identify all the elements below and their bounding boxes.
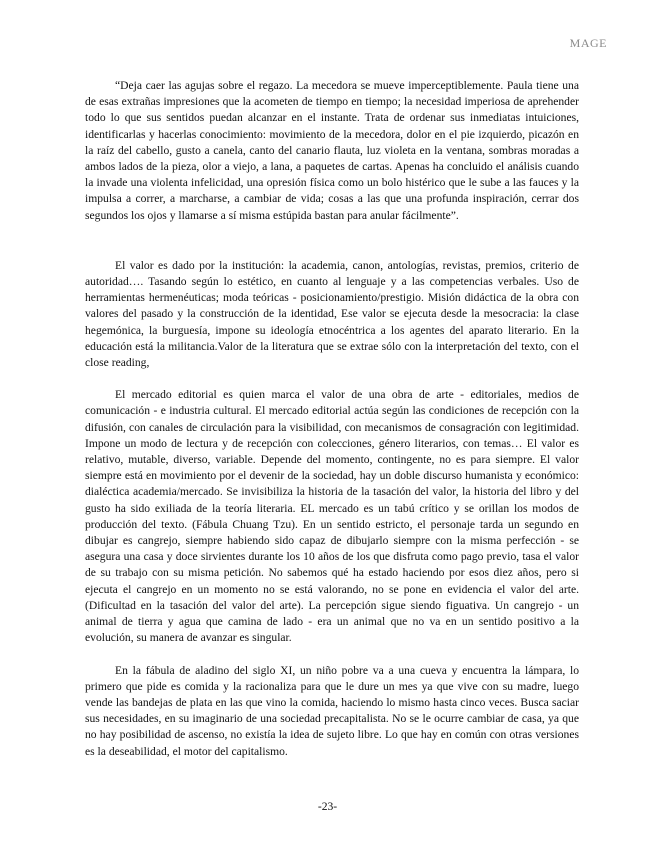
section-spacer — [85, 224, 579, 258]
page-number: -23- — [317, 800, 338, 813]
quote-paragraph: “Deja caer las agujas sobre el regazo. La mecedora se mueve imperceptiblemente. Paula tiene una de esas extrañas impresiones que la acometen de tiempo en tiempo; la necesidad imperiosa de aprehender todo lo que sus sentidos puedan alcanzar en el instante. Trata de ordenar sus inmediatas intuiciones, identificarlas y hacerlas conocimiento: movimiento de la mecedora, dolor en el pie izquierdo, picazón en la raíz del cabello, gusto a canela, canto del canario flauta, luz violeta en la ventana, sombras moradas a ambos lados de la pieza, olor a viejo, a lana, a paquetes de cartas. Apenas ha concluido el análisis cuando la invade una violenta infelicidad, una opresión física como un bolo histérico que le sube a las fauces y la impulsa a correr, a marcharse, a cambiar de vida; cosas a las que una profunda inspiración, cerrar dos segundos los ojos y llamarse a sí misma estúpida bastan para anular fácilmente”. — [85, 79, 579, 222]
paragraph-spacer — [85, 371, 579, 387]
body-paragraph-aladino: En la fábula de aladino del siglo XI, un niño pobre va a una cueva y encuentra la lámpara, lo primero que pide es comida y la racionaliza para que le dure un mes ya que vive con su madre, luego vende las bandejas de plata en las que vino la comida, haciendo lo mismo hasta cinco veces. Busca saciar sus necesidades, en su imaginario de una sociedad precapitalista. No se le ocurre cambiar de casa, ya que no hay posibilidad de ascenso, no existía la idea de sujeto libre. Lo que hay en común con otras versiones es la deseabilidad, el motor del capitalismo. — [85, 663, 579, 758]
page-body — [85, 78, 579, 760]
body-paragraph-mercado: El mercado editorial es quien marca el valor de una obra de arte - editoriales, medios de comunicación - e industria cultural. El mercado editorial actúa según las condiciones de recepción con la difusión, con canales de circulación para la visibilidad, con mecanismos de consagración con legitimidad. Impone un modo de lectura y de recepción con colecciones, género literarios, con temas… El valor es relativo, mutable, diverso, variable. Depende del momento, contingente, no es para siempre. El valor siempre está en movimiento por el devenir de la sociedad, hay un doble discurso humanista y económico: dialéctica academia/mercado. Se invisibiliza la historia de la tasación del valor, la historia del libro y del gusto ha sido exiliada de la teoría literaria. EL mercado es un tabú crítico y se orillan los modos de producción del texto. (Fábula Chuang Tzu). En un sentido estricto, el personaje tarda un segundo en dibujar es cangrejo, siempre habiendo sido capaz de dibujarlo siempre con la misma perfección - se asegura una casa y doce sirvientes durante los 10 años de los que disfruta como pago previo, tasa el valor de su trabajo con su misma petición. No sabemos qué ha estado haciendo por esos diez años, pero si ejecuta el cangrejo en un momento no se está valorando, no se pone en evidencia el valor del arte. (Dificultad en la tasación del valor del arte). La percepción sigue siendo figuativa. Un cangrejo - un animal de tierra y agua que camina de lado - era un animal que no va en un sentido positivo a la evolución, su manera de avanzar es singular. — [85, 388, 579, 645]
paragraph-spacer — [85, 647, 579, 663]
body-paragraph-valor: El valor es dado por la institución: la academia, canon, antologías, revistas, premios, criterio de autoridad…. Tasando según lo estético, en cuanto al lenguaje y a las competencias verbales. Uso de herramientas hermenéuticas; moda teóricas - posicionamiento/prestigio. Misión didáctica de la obra con valores del pasado y la construcción de la identidad, Ese valor se ejecuta desde la mesocracia: la clase hegemónica, la burguesía, impone su ideología etnocéntrica a los agentes del aparato literario. En la educación está la militancia.Valor de la literatura que se extrae sólo con la interpretación del texto, con el close reading, — [85, 258, 579, 370]
running-header: MAGE — [569, 36, 607, 50]
